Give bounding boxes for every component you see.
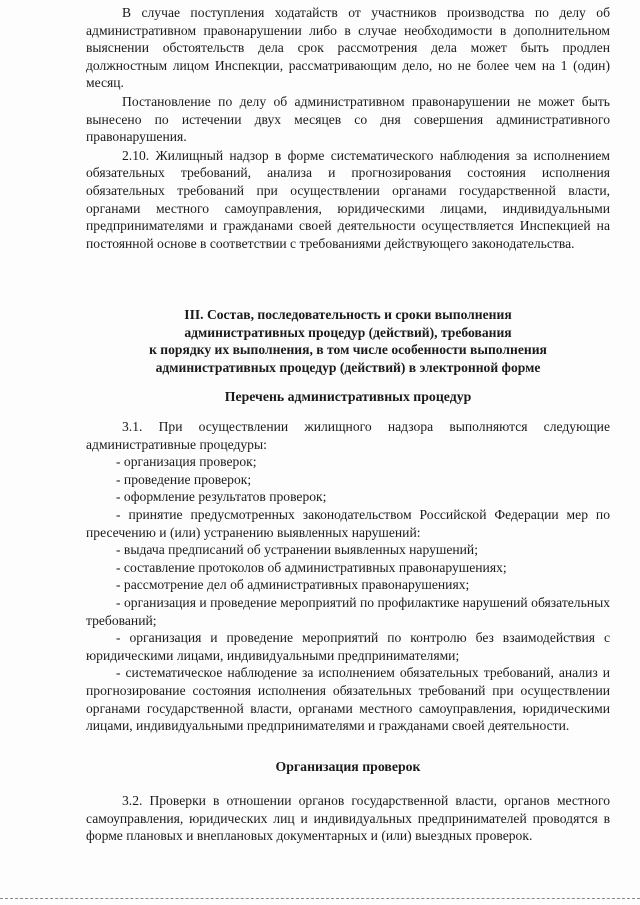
list-item: - организация проверок; xyxy=(116,454,257,470)
paragraph-deadline: Постановление по делу об административном правонарушении не может быть вынесено по истечении двух месяцев со дня совершения административного правонарушения. xyxy=(86,93,610,145)
inspections-block xyxy=(86,792,610,845)
list-item: - систематическое наблюдение за исполнением обязательных требований, анализ и прогнозирование состояния исполнения обязательных требований при осуществлении органами государственной власти, органами местного самоуправления, юридическими лицами, индивидуальными предпринимателями и гражданами своей деятельности. xyxy=(86,665,610,734)
intro-block xyxy=(86,4,610,252)
inspections-heading: Организация проверок xyxy=(275,759,421,774)
list-item: - организация и проведение мероприятий по контролю без взаимодействия с юридическими лицами, индивидуальными предпринимателями; xyxy=(86,630,610,663)
list-item: - проведение проверок; xyxy=(116,471,252,487)
list-item: - оформление результатов проверок; xyxy=(116,489,327,505)
paragraph-3-2: 3.2. Проверки в отношении органов государственной власти, органов местного самоуправления, юридических лиц и индивидуальных предпринимателей проводятся в форме плановых и внеплановых документарных и (или) выездных проверок. xyxy=(86,793,610,844)
scan-bottom-edge xyxy=(0,898,640,901)
procedures-block xyxy=(86,418,610,735)
section-heading-line: административных процедур (действий), требования xyxy=(184,324,512,340)
list-item: - принятие предусмотренных законодательством Российской Федерации мер по пресечению и (или) устранению выявленных нарушений: xyxy=(86,506,610,540)
section-heading-line: к порядку их выполнения, в том числе особенности выполнения xyxy=(149,342,547,358)
paragraph-3-1: 3.1. При осуществлении жилищного надзора выполняются следующие административные процедуры: xyxy=(86,419,610,452)
list-item: - составление протоколов об административных правонарушениях; xyxy=(116,559,507,575)
section-heading-line: административных процедур (действий) в электронной форме xyxy=(155,359,541,375)
section-3-heading xyxy=(86,306,610,376)
paragraph-2-10: 2.10. Жилищный надзор в форме систематического наблюдения за исполнением обязательных требований, анализа и прогнозирования состояния исполнения обязательных требований при осуществлении органами государственной власти, органами местного самоуправления, юридическими лицами, индивидуальными предпринимателями и гражданами своей деятельности осуществляется Инспекцией на постоянной основе в соответствии с требованиями действующего законодательства. xyxy=(86,147,610,251)
list-item: - выдача предписаний об устранении выявленных нарушений; xyxy=(116,542,478,558)
list-item: - организация и проведение мероприятий по профилактике нарушений обязательных требований; xyxy=(86,594,610,628)
section-heading-line: III. Состав, последовательность и сроки выполнения xyxy=(184,307,512,322)
list-item: - рассмотрение дел об административных правонарушениях; xyxy=(116,577,470,593)
paragraph-extension: В случае поступления ходатайств от участников производства по делу об административном правонарушении либо в случае необходимости в дополнительном выяснении обстоятельств дела срок рассмотрения дела может быть продлен должностным лицом Инспекции, рассматривающим дело, но не более чем на 1 (один) месяц. xyxy=(86,5,610,91)
procedures-heading: Перечень административных процедур xyxy=(224,389,472,404)
